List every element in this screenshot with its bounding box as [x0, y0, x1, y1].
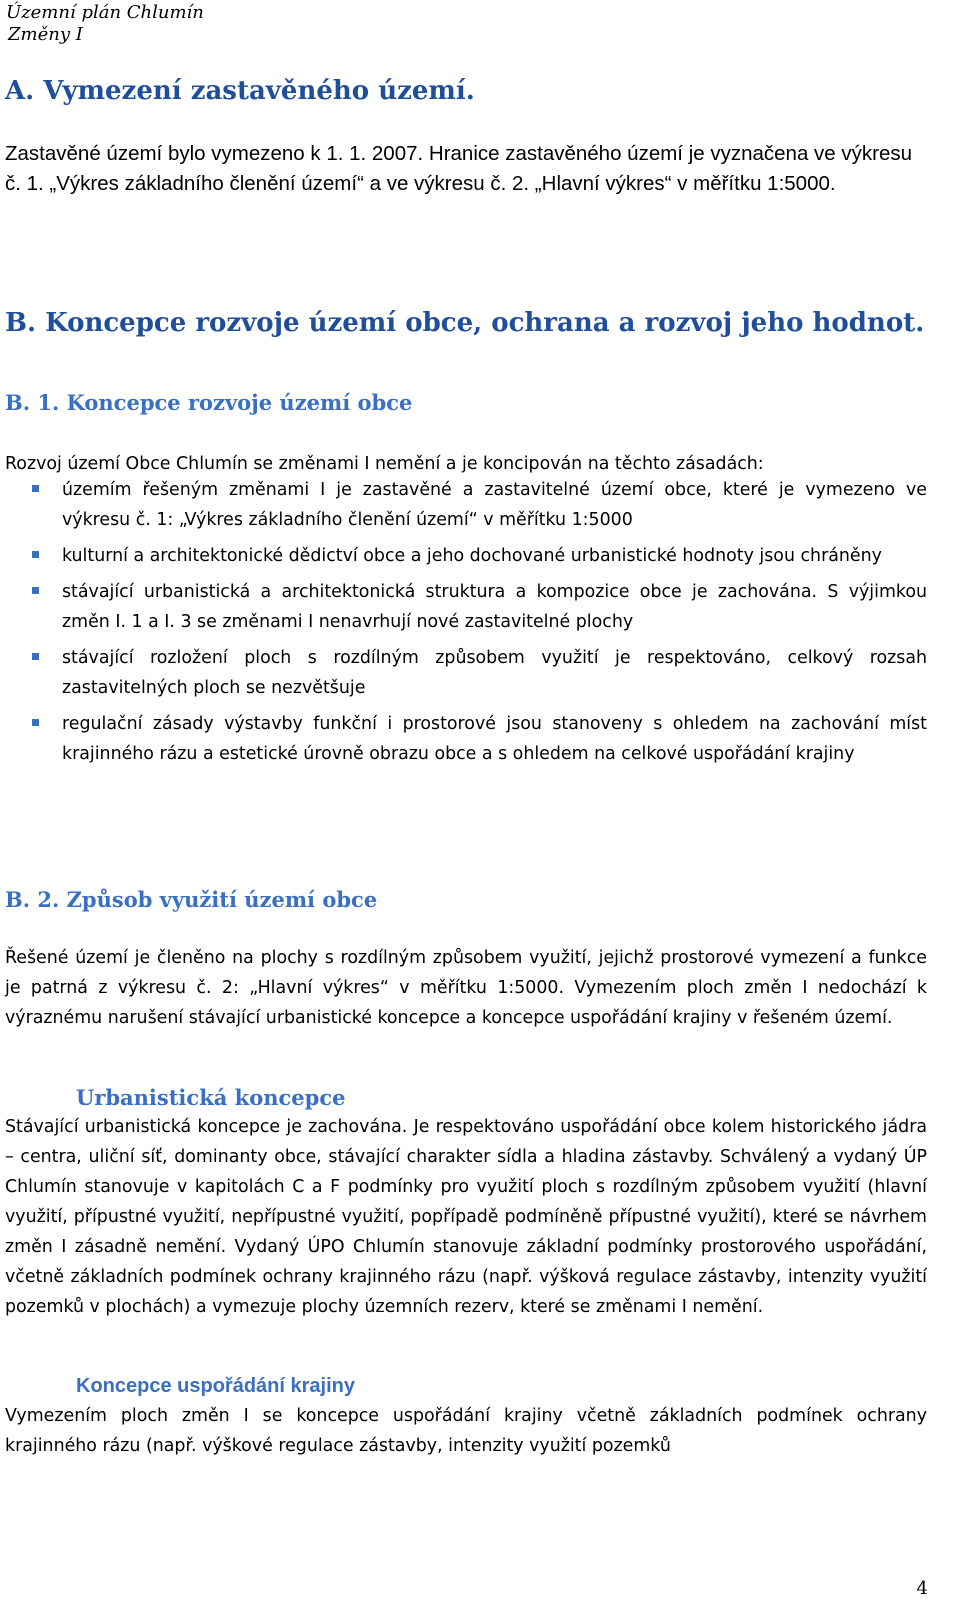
section-b1-heading: B. 1. Koncepce rozvoje území obce [5, 390, 413, 415]
square-bullet-icon [32, 719, 39, 726]
list-item [0, 709, 927, 769]
landscape-concept-text: Vymezením ploch změn I se koncepce uspořádání krajiny včetně základních podmínek ochrany krajinného rázu (např. výškové regulace zástavby, intenzity využití pozemků [5, 1406, 927, 1456]
running-header [6, 2, 204, 46]
urban-concept-heading: Urbanistická koncepce [76, 1085, 346, 1110]
section-b2-heading: B. 2. Způsob využití území obce [5, 887, 378, 912]
square-bullet-icon [32, 653, 39, 660]
list-item [0, 577, 927, 637]
page-number: 4 [916, 1578, 928, 1599]
section-b1-intro: Rozvoj území Obce Chlumín se změnami I nemění a je koncipován na těchto zásadách: [5, 454, 764, 474]
header-title: Územní plán Chlumín [6, 2, 204, 23]
header-subtitle: Změny I [8, 24, 83, 45]
principles-list [0, 475, 927, 775]
section-b2-text: Řešené území je členěno na plochy s rozdílným způsobem využití, jejichž prostorové vymezení a funkce je patrná z výkresu č. 2: „Hlavní výkres“ v měřítku 1:5000. Vymezením ploch změn I nedochází k výraznému narušení stávající urbanistické koncepce a koncepce uspořádání krajiny v řešeném území. [5, 948, 927, 1028]
list-item-text: kulturní a architektonické dědictví obce a jeho dochované urbanistické hodnoty jsou chráněny [62, 546, 882, 566]
list-item [0, 541, 927, 571]
list-item-text: stávající urbanistická a architektonická struktura a kompozice obce je zachována. S výjimkou změn I. 1 a I. 3 se změnami I nenavrhují nové zastavitelné plochy [62, 582, 927, 632]
section-a-heading: A. Vymezení zastavěného území. [5, 76, 475, 106]
section-a-text: Zastavěné území bylo vymezeno k 1. 1. 2007. Hranice zastavěného území je vyznačena ve výkresu č. 1. „Výkres základního členění území“ a ve výkresu č. 2. „Hlavní výkres“ v měřítku 1:5000. [5, 142, 913, 195]
list-item-text: regulační zásady výstavby funkční i prostorové jsou stanoveny s ohledem na zachování míst krajinného rázu a estetické úrovně obrazu obce a s ohledem na celkové uspořádání krajiny [62, 714, 927, 764]
section-b-heading: B. Koncepce rozvoje území obce, ochrana a rozvoj jeho hodnot. [5, 308, 925, 338]
square-bullet-icon [32, 587, 39, 594]
list-item [0, 475, 927, 535]
square-bullet-icon [32, 485, 39, 492]
square-bullet-icon [32, 551, 39, 558]
urban-concept-text: Stávající urbanistická koncepce je zachována. Je respektováno uspořádání obce kolem historického jádra – centra, uliční síť, dominanty obce, stávající charakter sídla a hladina zástavby. Schválený a vydaný ÚP Chlumín stanovuje v kapitolách C a F podmínky pro využití ploch s rozdílným způsobem využití (hlavní využití, přípustné využití, nepřípustné využití, popřípadě podmíněně přípustné využití), které se návrhem změn I zásadně nemění. Vydaný ÚPO Chlumín stanovuje základní podmínky prostorového uspořádání, včetně základních podmínek ochrany krajinného rázu (např. výšková regulace zástavby, intenzity využití pozemků v plochách) a vymezuje plochy územních rezerv, které se změnami I nemění. [5, 1117, 927, 1317]
list-item-text: územím řešeným změnami I je zastavěné a zastavitelné území obce, které je vymezeno ve výkresu č. 1: „Výkres základního členění území“ v měřítku 1:5000 [62, 480, 927, 530]
list-item-text: stávající rozložení ploch s rozdílným způsobem využití je respektováno, celkový rozsah zastavitelných ploch se nezvětšuje [62, 648, 927, 698]
landscape-concept-heading: Koncepce uspořádání krajiny [76, 1375, 355, 1397]
list-item [0, 643, 927, 703]
